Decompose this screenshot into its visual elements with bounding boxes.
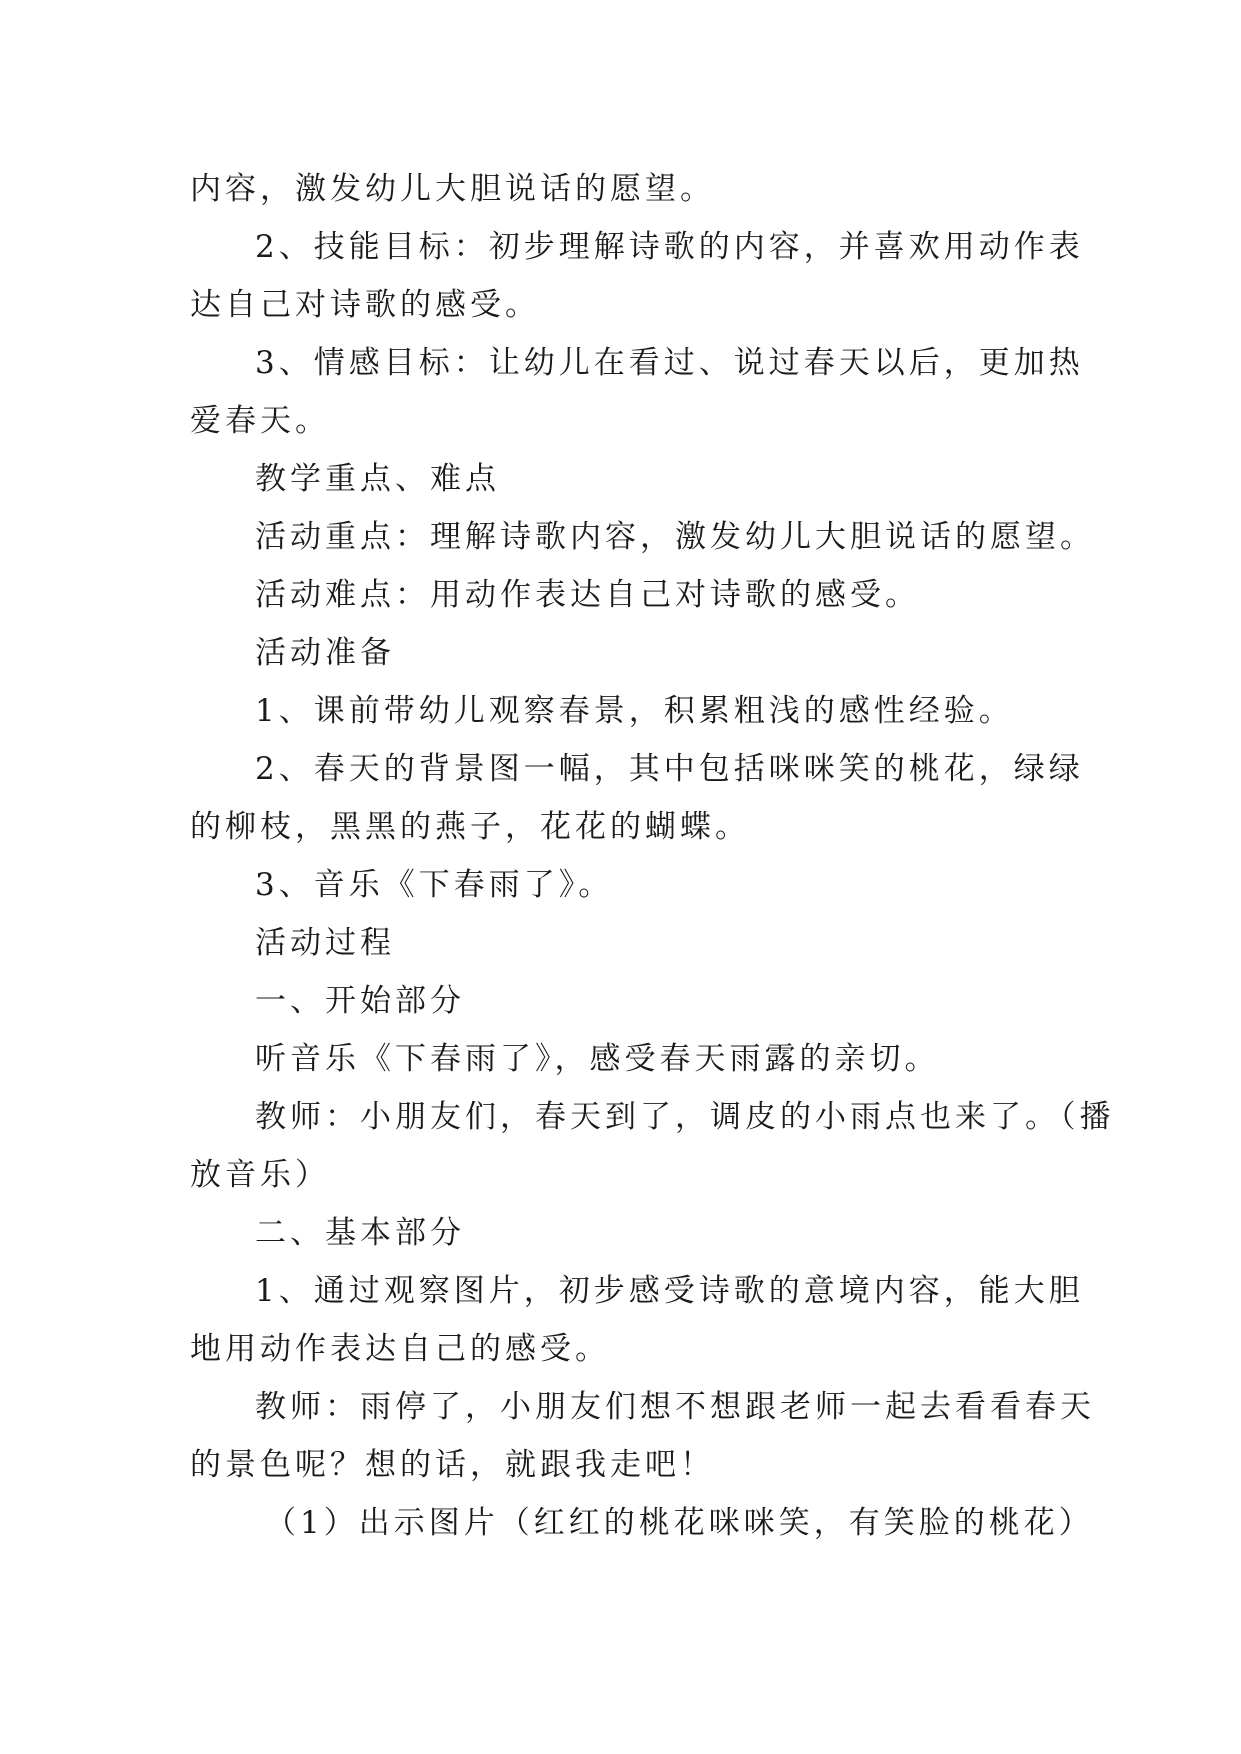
text-line: 放音乐）	[190, 1157, 330, 1193]
text-line: 1、通过观察图片，初步感受诗歌的意境内容，能大胆	[255, 1273, 1084, 1309]
subsection-heading: 二、基本部分	[255, 1215, 465, 1251]
section-heading: 活动过程	[255, 925, 395, 961]
text-line: 达自己对诗歌的感受。	[190, 287, 540, 323]
text-line: 听音乐《下春雨了》，感受春天雨露的亲切。	[255, 1041, 940, 1077]
text-line: （1）出示图片（红红的桃花咪咪笑，有笑脸的桃花）	[265, 1505, 1094, 1541]
text-line: 的柳枝，黑黑的燕子，花花的蝴蝶。	[190, 809, 750, 845]
text-line: 3、情感目标：让幼儿在看过、说过春天以后，更加热	[255, 345, 1084, 381]
section-heading: 活动准备	[255, 635, 395, 671]
text-line: 活动难点：用动作表达自己对诗歌的感受。	[255, 577, 920, 613]
text-line: 教师：小朋友们，春天到了，调皮的小雨点也来了。（播	[255, 1099, 1115, 1135]
text-line: 的景色呢？想的话，就跟我走吧！	[190, 1447, 715, 1483]
text-line: 地用动作表达自己的感受。	[190, 1331, 610, 1367]
text-line: 活动重点：理解诗歌内容，激发幼儿大胆说话的愿望。	[255, 519, 1095, 555]
document-body	[190, 160, 1115, 1552]
text-line: 教师：雨停了，小朋友们想不想跟老师一起去看看春天	[255, 1389, 1095, 1425]
subsection-heading: 一、开始部分	[255, 983, 465, 1019]
text-line: 爱春天。	[190, 403, 330, 439]
text-line: 内容，激发幼儿大胆说话的愿望。	[190, 171, 715, 207]
text-line: 2、春天的背景图一幅，其中包括咪咪笑的桃花，绿绿	[255, 751, 1084, 787]
text-line: 2、技能目标：初步理解诗歌的内容，并喜欢用动作表	[255, 229, 1084, 265]
text-line: 3、音乐《下春雨了》。	[255, 867, 614, 903]
text-line: 1、课前带幼儿观察春景，积累粗浅的感性经验。	[255, 693, 1014, 729]
section-heading: 教学重点、难点	[255, 461, 500, 497]
